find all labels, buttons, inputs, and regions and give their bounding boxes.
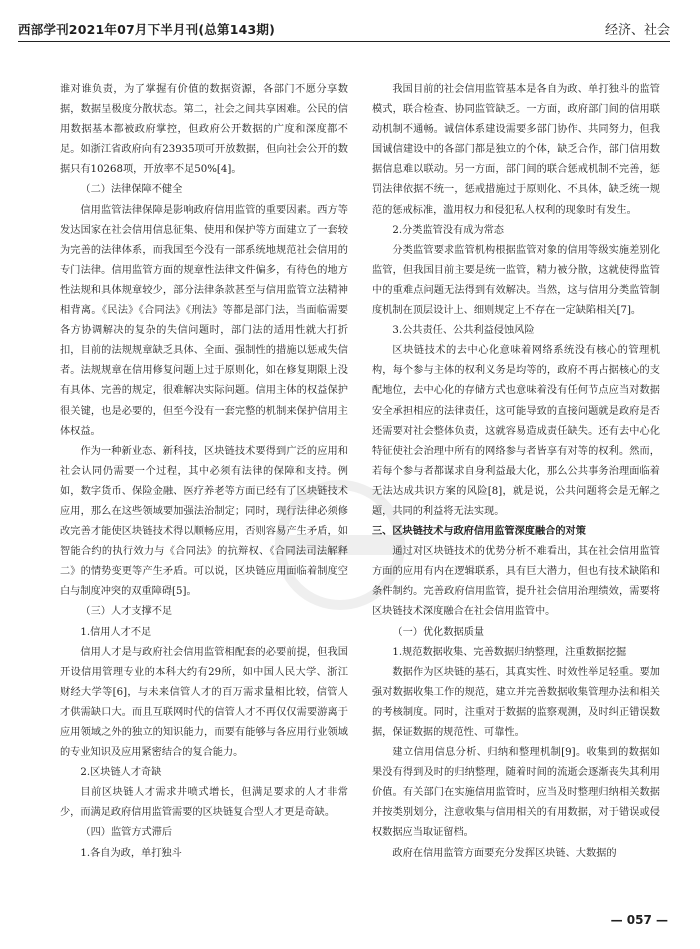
running-header bbox=[18, 10, 670, 42]
paragraph: 通过对区块链技术的优势分析不难看出，其在社会信用监管方面的应用有内在逻辑联系，具有巨大潜力，但也有技术缺陷和条件制约。完善政府信用监管，提升社会信用治理绩效，需要将区块链技术深度融合在社会信用监管中。 bbox=[372, 546, 660, 618]
paragraph: 我国目前的社会信用监管基本是各自为政、单打独斗的监管模式，联合检查、协同监管缺乏。一方面，政府部门间的信用联动机制不通畅。诚信体系建设需要多部门协作、共同努力，但我国诚信建设中的各部门都是独立的个体，缺乏合作，部门信用数据信息难以联动。另一方面，部门间的联合惩戒机制不完善，惩罚法律依据不统一，惩戒措施过于原则化、不具体，缺乏统一规范的惩戒标准，滥用权力和侵犯私人权利的现象时有发生。 bbox=[372, 84, 660, 216]
subsection-heading: （三）人才支撑不足 bbox=[80, 606, 173, 618]
section-name: 经济、社会 bbox=[604, 23, 670, 38]
subsection-heading: （二）法律保障不健全 bbox=[80, 184, 183, 196]
subsection-heading: 1.信用人才不足 bbox=[80, 626, 152, 638]
subsection-heading: 2.分类监管没有成为常态 bbox=[392, 224, 504, 236]
journal-title: 西部学刊2021年07月下半月刊(总第143期) bbox=[18, 22, 276, 37]
section-heading: 三、区块链技术与政府信用监管深度融合的对策 bbox=[372, 526, 586, 538]
subsection-heading: 1.规范数据收集、完善数据归纳整理，注重数据挖掘 bbox=[392, 646, 627, 658]
paragraph: 政府在信用监管方面要充分发挥区块链、大数据的 bbox=[392, 847, 617, 859]
paragraph: 区块链技术的去中心化意味着网络系统没有核心的管理机构，每个参与主体的权利义务是均等的，政府不再占据核心的支配地位，去中心化的存储方式也意味着没有任何节点应当对数据安全承担相应的法律责任，这可能导致的直接问题就是政府是否还需要对社会整体负责，这就容易造成责任缺失。还有去中心化特征使社会治理中所有的网络参与者皆享有对等的权利。然而，若每个参与者都谋求自身利益最大化，那么公共事务治理面临着无法达成共识方案的风险[8]，就是说，公共问题将会是无解之题，共同的利益将无法实现。 bbox=[372, 345, 660, 517]
subsection-heading: 1.各自为政，单打独斗 bbox=[80, 847, 182, 859]
subsection-heading: 2.区块链人才奇缺 bbox=[80, 767, 162, 779]
right-column bbox=[372, 80, 660, 900]
article-body bbox=[60, 80, 660, 900]
paragraph: 信用人才是与政府社会信用监管相配套的必要前提，但我国开设信用管理专业的本科大约有29所，如中国人民大学、浙江财经大学等[6]，与未来信管人才的百万需求量相比较，信管人才供需缺口大。而且互联网时代的信管人才不再仅仅需要游离于应用领域之外的独立的知识能力，而要有能够与各应用行业领域的专业知识及应用紧密结合的复合能力。 bbox=[60, 646, 348, 759]
left-column bbox=[60, 80, 348, 900]
paragraph: 信用监管法律保障是影响政府信用监管的重要因素。西方等发达国家在社会信用信息征集、使用和保护等方面建立了一套较为完善的法律体系，而我国至今没有一部系统地规范社会信用的专门法律。信用监管方面的规章性法律文件偏多，有待色的地方性法规和具体规章较少，部分法律条款甚至与信用监管立法精神相背离。《民法》《合同法》《刑法》等都是部门法，当面临需要各方协调解决的复杂的失信问题时，部门法的适用性就大打折扣，目前的法规规章缺乏具体、全面、强制性的措施以惩戒失信者。法规规章在信用修复问题上过于原则化，如在修复期限上没有具体、完善的规定，很难解决实际问题。信用主体的权益保护很关键，也是必要的，但至今没有一套完整的机制来保护信用主体权益。 bbox=[60, 204, 348, 437]
paragraph: 数据作为区块链的基石，其真实性、时效性举足轻重。要加强对数据收集工作的规范，建立并完善数据收集管理办法和相关的考核制度。同时，注重对于数据的监察观测，及时纠正错误数据，保证数据的规范性、可靠性。 bbox=[372, 666, 660, 738]
paragraph: 建立信用信息分析、归纳和整理机制[9]。收集到的数据如果没有得到及时的归纳整理，随着时间的流逝会逐渐丧失其利用价值。有关部门在实施信用监管时，应当及时整理归纳相关数据并按类别划分，注意收集与信用相关的有用数据，对于错误或侵权数据应当取证留档。 bbox=[372, 747, 660, 839]
paragraph: 分类监管要求监管机构根据监管对象的信用等级实施差别化监管，但我国目前主要是统一监管，精力被分散，这就使得监管中的重难点问题无法得到有效解决。当然，这与信用分类监管制度机制在顶层设计上、细则规定上不存在一定缺陷相关[7]。 bbox=[372, 244, 660, 317]
subsection-heading: （四）监管方式滞后 bbox=[80, 827, 173, 839]
paragraph: 作为一种新业态、新科技，区块链技术要得到广泛的应用和社会认同仍需要一个过程，其中必须有法律的保障和支持。例如，数字货币、保险金融、医疗养老等方面已经有了区块链技术应用，那么在这些领域要加强法治制定；同时，现行法律必须修改完善才能使区块链技术得以顺畅应用，否则容易产生矛盾，如智能合约的执行效力与《合同法》的抗辩权、《合同法司法解释二》的情势变更等产生矛盾。可以说，区块链应用面临着制度空白与制度冲突的双重障碍[5]。 bbox=[60, 445, 348, 598]
subsection-heading: （一）优化数据质量 bbox=[392, 626, 485, 638]
paragraph: 谁对谁负责，为了掌握有价值的数据资源，各部门不愿分享数据，数据呈极度分散状态。第二，社会之间共享困难。公民的信用数据基本都被政府掌控，但政府公开数据的广度和深度都不足。如浙江省政府向有23935项可开放数据，但向社会公开的数据只有10268项，开放率不足50%[4]。 bbox=[60, 84, 348, 176]
subsection-heading: 3.公共责任、公共利益侵蚀风险 bbox=[392, 325, 535, 337]
paragraph: 目前区块链人才需求井喷式增长，但满足要求的人才非常少，而满足政府信用监管需要的区块链复合型人才更是奇缺。 bbox=[60, 787, 348, 819]
page-number: — 057 — bbox=[610, 913, 668, 927]
